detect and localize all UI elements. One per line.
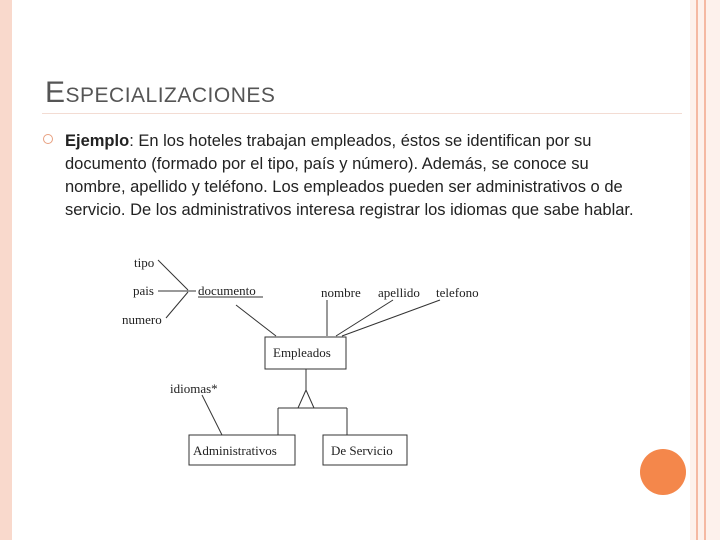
bullet-label: Ejemplo	[65, 132, 130, 150]
decorative-orange-circle	[640, 449, 686, 495]
attr-nombre: nombre	[321, 285, 361, 300]
entity-administrativos-label: Administrativos	[193, 443, 277, 458]
line-numero-documento	[166, 292, 188, 318]
attr-idiomas: idiomas*	[170, 381, 218, 396]
slide-left-border	[0, 0, 12, 540]
attr-numero: numero	[122, 312, 162, 327]
bullet-circle-icon	[43, 134, 53, 144]
attr-telefono: telefono	[436, 285, 479, 300]
slide-title	[45, 76, 275, 110]
line-idiomas-administrativos	[202, 395, 222, 435]
attr-pais: pais	[133, 283, 154, 298]
border-stripe	[704, 0, 706, 540]
line-apellido-empleados	[336, 300, 393, 336]
slide-right-border	[690, 0, 720, 540]
title-initial: E	[45, 76, 66, 109]
line-telefono-empleados	[342, 300, 440, 336]
line-split-right	[306, 390, 314, 408]
line-documento-empleados	[236, 305, 276, 336]
bullet-body: : En los hoteles trabajan empleados, éstos se identifican por su documento (formado por el tipo, país y número). Además, se conoce su nombre, apellido y teléfono. Los empleados pueden ser administrativos o de servicio. De los administrativos interesa registrar los idiomas que sabe hablar.	[65, 132, 634, 219]
bullet-text	[65, 130, 635, 222]
attr-apellido: apellido	[378, 285, 420, 300]
title-rule	[42, 113, 682, 114]
entity-empleados-label: Empleados	[273, 345, 331, 360]
attr-documento: documento	[198, 283, 256, 298]
border-stripe	[696, 0, 698, 540]
er-diagram	[110, 245, 510, 475]
title-rest: SPECIALIZACIONES	[65, 84, 276, 107]
line-split-left	[298, 390, 306, 408]
line-tipo-documento	[158, 260, 188, 290]
entity-servicio-label: De Servicio	[331, 443, 393, 458]
attr-tipo: tipo	[134, 255, 155, 270]
